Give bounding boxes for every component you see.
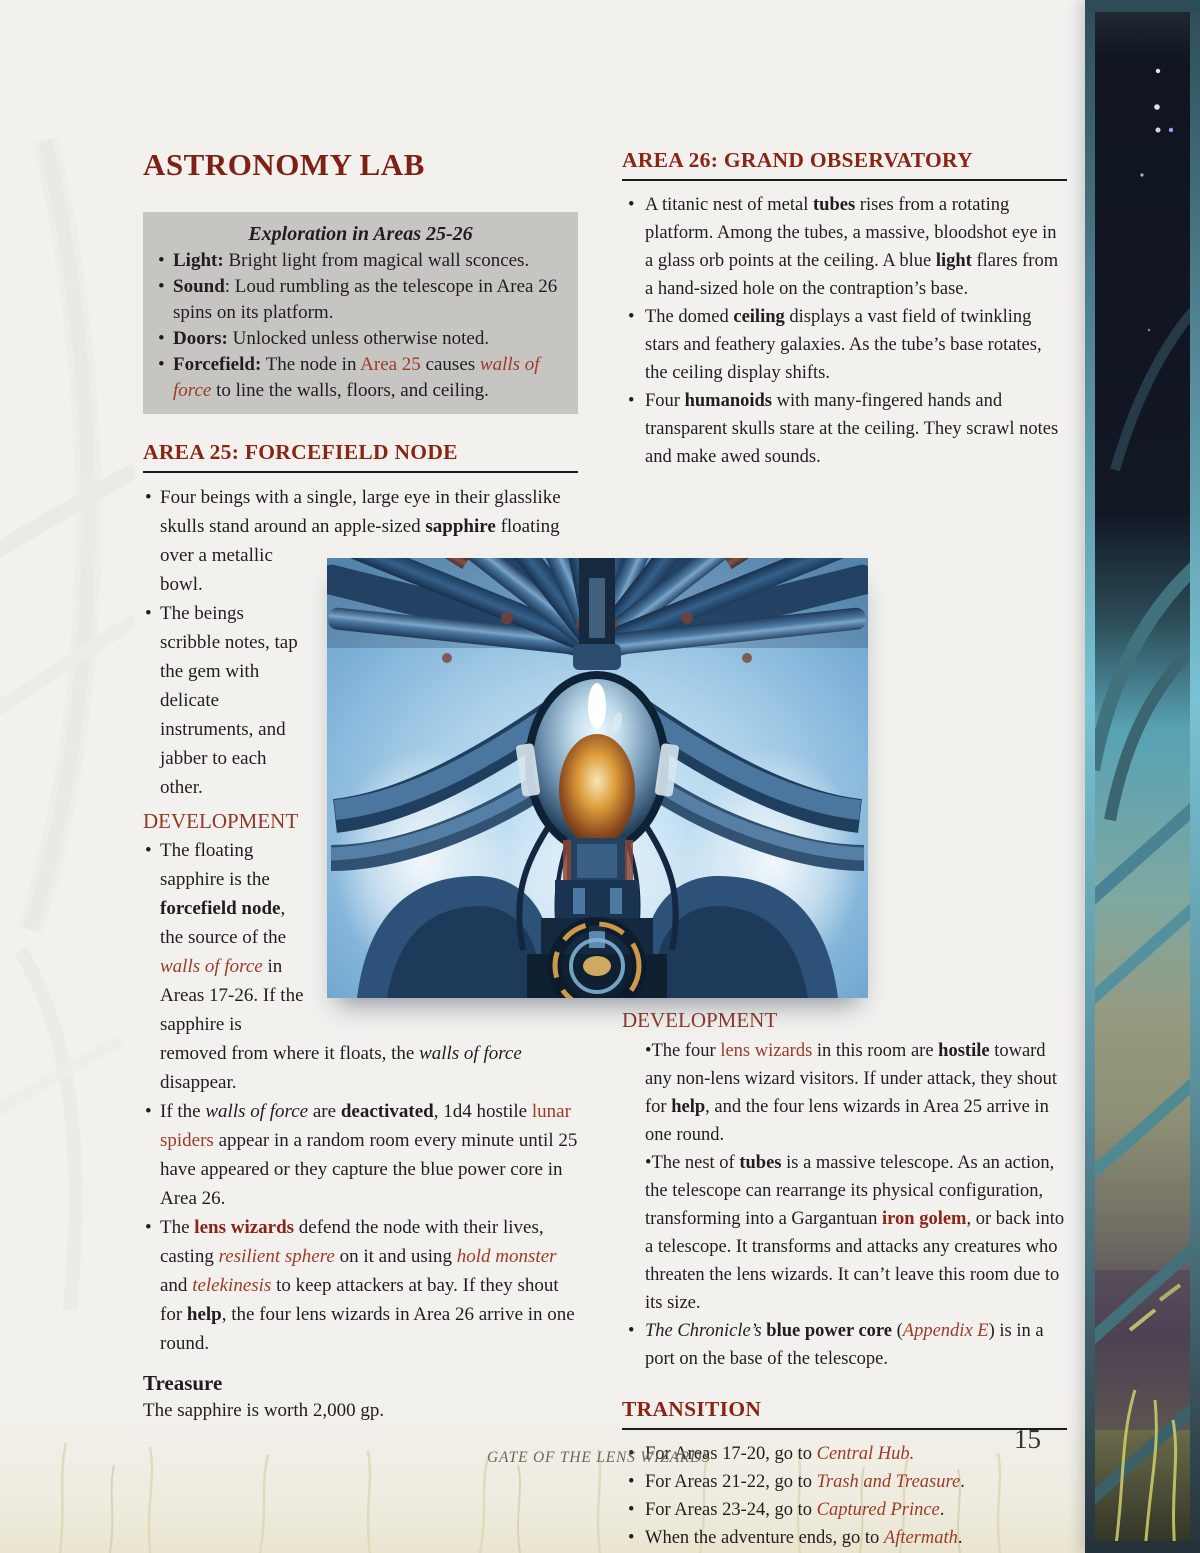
- list-item: • Four humanoids with many-fingered hands and transparent skulls stare at the ceiling. They scrawl notes and make awed sounds.: [622, 387, 1067, 471]
- box-item-sound: • Sound: Loud rumbling as the telescope in Area 26 spins on its platform.: [153, 274, 568, 326]
- list-item: • Four beings with a single, large eye in their glasslike skulls stand around an apple-sized sapphire floating over a metallic bowl.: [143, 483, 578, 599]
- development-bullets-right: [622, 1037, 1067, 1373]
- exploration-box: [143, 212, 578, 414]
- list-item: • For Areas 23-24, go to Captured Prince.: [622, 1496, 1067, 1524]
- footer-label: GATE OF THE LENS WIZARDS: [487, 1449, 711, 1466]
- right-border-decoration: [1085, 0, 1200, 1553]
- exploration-box-title: Exploration in Areas 25-26: [248, 223, 473, 245]
- list-item: • A titanic nest of metal tubes rises from a rotating platform. Among the tubes, a massive, bloodshot eye in a glass orb points at the ceiling. A blue light flares from a hand-sized hole on the contraption’s base.: [622, 191, 1067, 303]
- box-item-forcefield: • Forcefield: The node in Area 25 causes walls of force to line the walls, floors, and ceiling.: [153, 352, 568, 404]
- list-item: • The domed ceiling displays a vast field of twinkling stars and feathery galaxies. As the tube’s base rotates, the ceiling display shifts.: [622, 303, 1067, 387]
- development-heading-right: DEVELOPMENT: [622, 1008, 778, 1032]
- list-item: • If the walls of force are deactivated, 1d4 hostile lunar spiders appear in a random room every minute until 25 have appeared or they capture the blue power core in Area 26.: [143, 1097, 578, 1213]
- page-title: ASTRONOMY LAB: [143, 147, 425, 182]
- area-25-heading: AREA 25: FORCEFIELD NODE: [143, 440, 578, 473]
- illustration: [327, 558, 868, 998]
- treasure-heading: Treasure: [143, 1371, 223, 1395]
- treasure-text: The sapphire is worth 2,000 gp.: [143, 1400, 385, 1421]
- list-item: • For Areas 17-20, go to Central Hub.: [622, 1440, 1067, 1468]
- box-item-light: • Light: Bright light from magical wall sconces.: [153, 248, 568, 274]
- telescope-eye-machine-image: [327, 558, 868, 998]
- list-item: • The floating sapphire is the forcefield node, the source of the walls of force in Areas 17-26. If the sapphire is removed from where it floats, the walls of force disappear.: [143, 836, 578, 1097]
- transition-heading: TRANSITION: [622, 1397, 1067, 1430]
- list-item: • When the adventure ends, go to Aftermath.: [622, 1524, 1067, 1552]
- list-item: •The nest of tubes is a massive telescope. As an action, the telescope can rearrange its physical configuration, transforming into a Gargantuan iron golem, or back into a telescope. It transforms and attacks any creatures who threaten the lens wizards. It can’t leave this room due to its size.: [645, 1153, 1065, 1313]
- box-item-doors: • Doors: Unlocked unless otherwise noted.: [153, 326, 568, 352]
- list-item: • The lens wizards defend the node with their lives, casting resilient sphere on it and using hold monster and telekinesis to keep attackers at bay. If they shout for help, the four lens wizards in Area 26 arrive in one round.: [143, 1213, 578, 1358]
- list-item: • For Areas 21-22, go to Trash and Treasure.: [622, 1468, 1067, 1496]
- list-item: •The four lens wizards in this room are hostile toward any non-lens wizard visitors. If under attack, they shout for help, and the four lens wizards in Area 25 arrive in one round.: [645, 1041, 1058, 1145]
- area-26-heading: AREA 26: GRAND OBSERVATORY: [622, 148, 1067, 181]
- development-heading-left: DEVELOPMENT: [143, 809, 299, 833]
- list-item: • The beings scribble notes, tap the gem with delicate instruments, and jabber to each other.: [143, 599, 578, 802]
- left-ornament-decoration: [0, 0, 135, 1553]
- list-item: • The Chronicle’s blue power core (Appendix E) is in a port on the base of the telescope.: [622, 1317, 1067, 1373]
- page-number: 15: [1014, 1424, 1041, 1454]
- area-26-bullets: [622, 191, 1067, 471]
